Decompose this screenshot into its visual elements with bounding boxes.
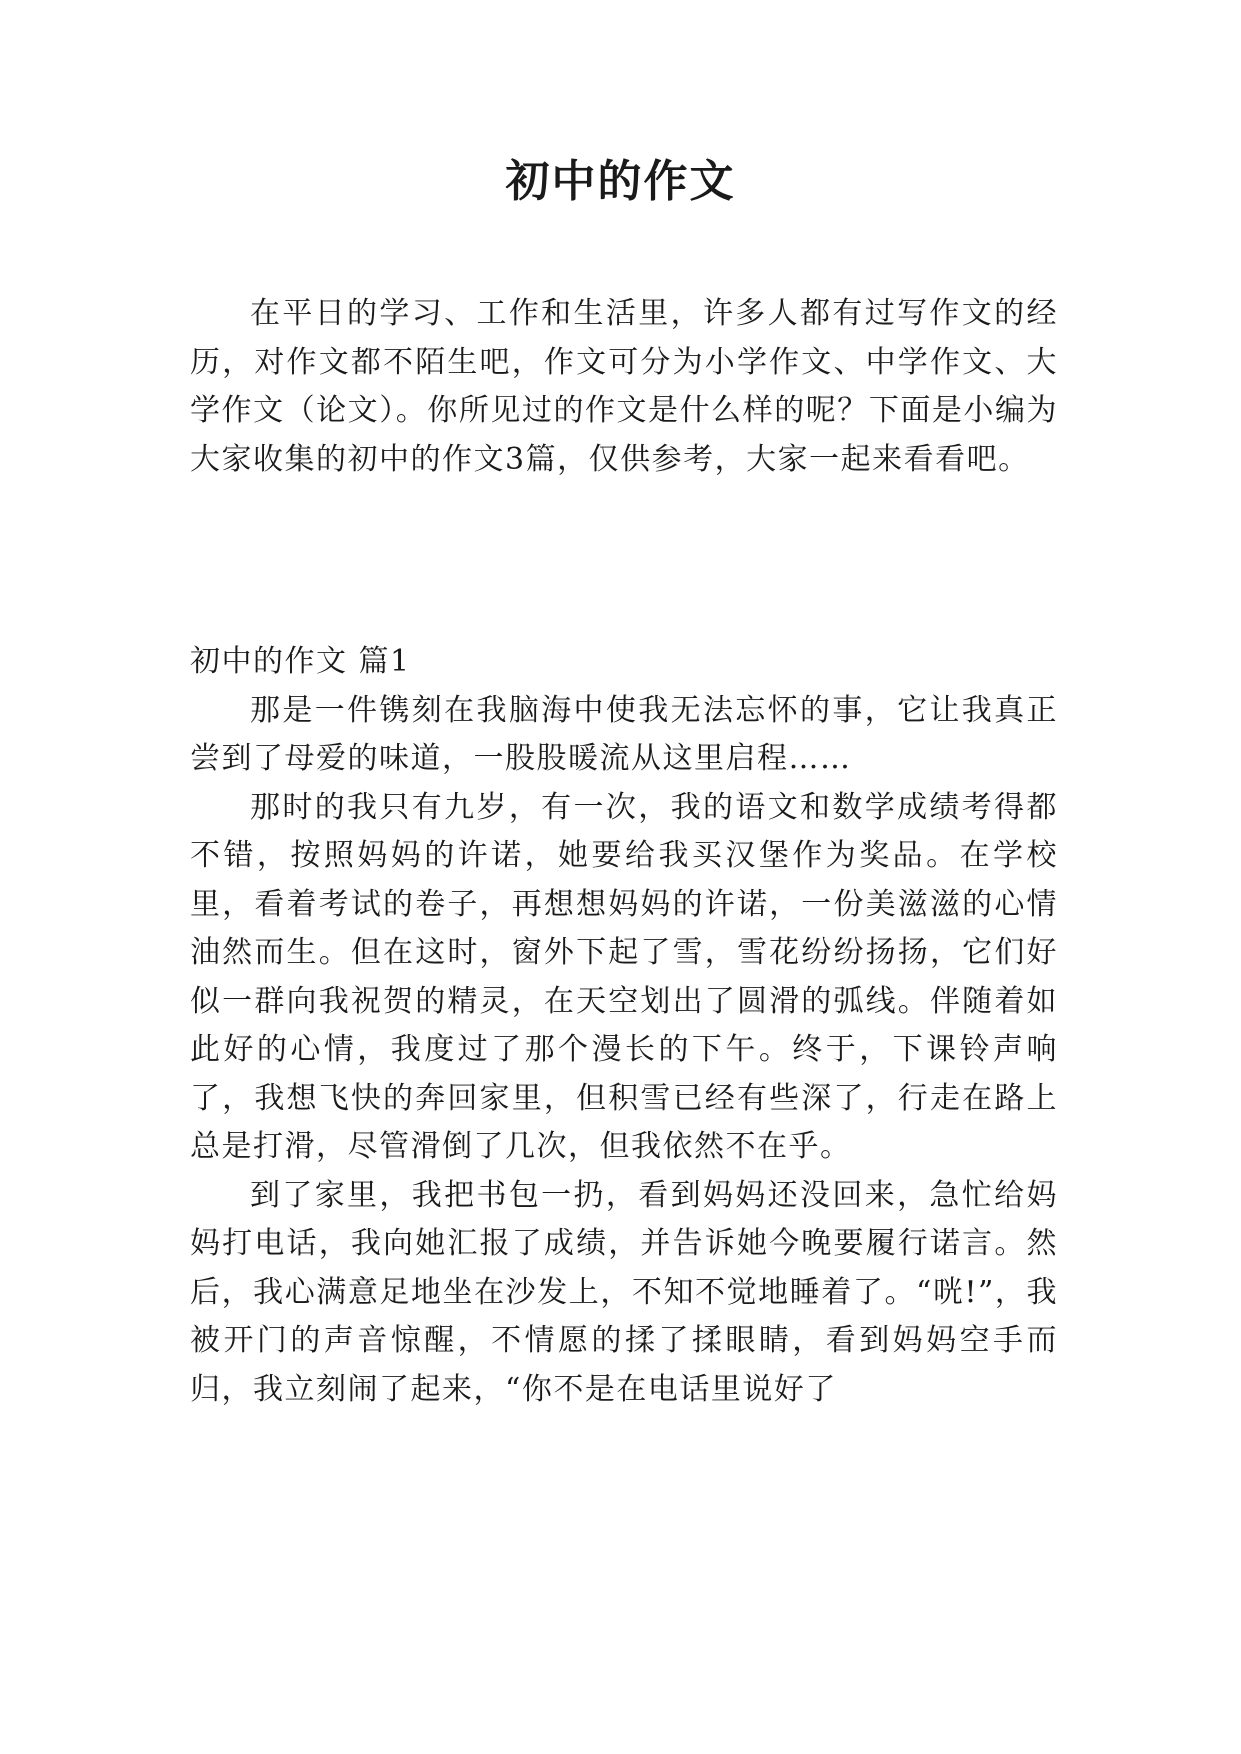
article-paragraph-3: 到了家里，我把书包一扔，看到妈妈还没回来，急忙给妈妈打电话，我向她汇报了成绩，并告诉她今晚要履行诺言。然后，我心满意足地坐在沙发上，不知不觉地睡着了。“咣!”，我被开门的声音惊醒，不情愿的揉了揉眼睛，看到妈妈空手而归，我立刻闹了起来，“你不是在电话里说好了 (190, 1177, 1058, 1407)
section-heading: 初中的作文 篇1 (190, 644, 411, 679)
article-paragraph-1: 那是一件镌刻在我脑海中使我无法忘怀的事，它让我真正尝到了母爱的味道，一股股暖流从这里启程…… (190, 692, 1058, 776)
intro-paragraph: 在平日的学习、工作和生活里，许多人都有过写作文的经历，对作文都不陌生吧，作文可分为小学作文、中学作文、大学作文（论文）。你所见过的作文是什么样的呢？下面是小编为大家收集的初中的作文3篇，仅供参考，大家一起来看看吧。 (190, 296, 1058, 477)
article-paragraph-2: 那时的我只有九岁，有一次，我的语文和数学成绩考得都不错，按照妈妈的许诺，她要给我买汉堡作为奖品。在学校里，看着考试的卷子，再想想妈妈的许诺，一份美滋滋的心情油然而生。但在这时，窗外下起了雪，雪花纷纷扬扬，它们好似一群向我祝贺的精灵，在天空划出了圆滑的弧线。伴随着如此好的心情，我度过了那个漫长的下午。终于，下课铃声响了，我想飞快的奔回家里，但积雪已经有些深了，行走在路上总是打滑，尽管滑倒了几次，但我依然不在乎。 (190, 789, 1058, 1164)
intro-block (190, 290, 1058, 484)
article-block (190, 638, 1058, 1414)
document-title: 初中的作文 (505, 156, 736, 207)
